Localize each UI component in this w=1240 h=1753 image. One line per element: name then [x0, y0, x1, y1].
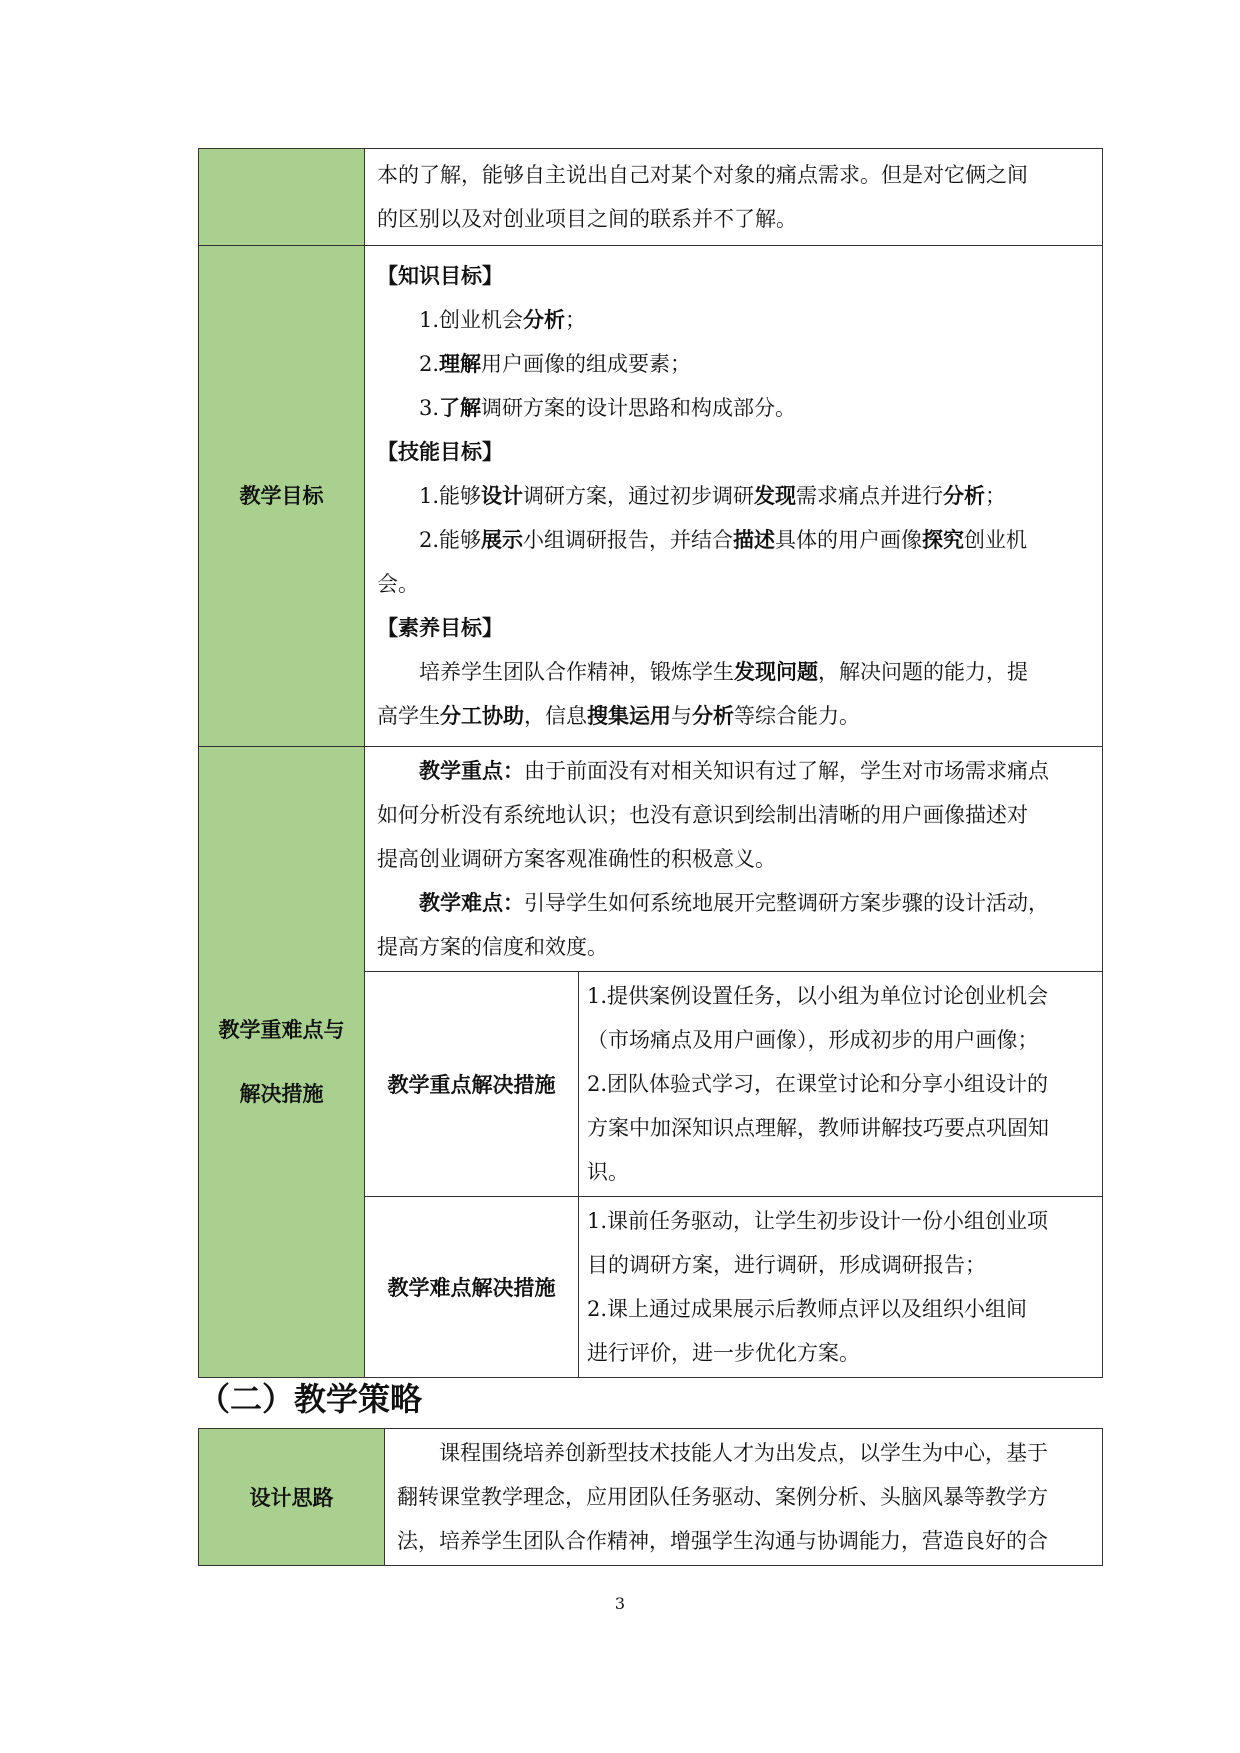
design-content [385, 1429, 1103, 1566]
design-line: 翻转课堂教学理念，应用团队任务驱动、案例分析、头脑风暴等教学方 [397, 1485, 1048, 1509]
measure-line: 2.团队体验式学习，在课堂讨论和分享小组设计的 [587, 1072, 1049, 1096]
continuation-label-cell [199, 149, 365, 246]
continuation-text-cell [365, 149, 1103, 246]
keypoints-row [199, 747, 1103, 972]
quality-line-1: 培养学生团队合作精神，锻炼学生发现问题，解决问题的能力，提 [419, 660, 1028, 684]
keypoints-content [365, 747, 1103, 972]
measure-line: 目的调研方案，进行调研，形成调研报告； [587, 1253, 986, 1277]
measure-line: 1.课前任务驱动，让学生初步设计一份小组创业项 [587, 1209, 1049, 1233]
keypoints-label: 教学重难点与 解决措施 [199, 747, 365, 1378]
continuation-line: 本的了解，能够自主说出自己对某个对象的痛点需求。但是对它俩之间 [377, 163, 1028, 187]
measure-line: 1.提供案例设置任务，以小组为单位讨论创业机会 [587, 984, 1049, 1008]
goals-content [365, 246, 1103, 747]
continuation-line: 的区别以及对创业项目之间的联系并不了解。 [377, 207, 797, 231]
skill-item-2: 2.能够展示小组调研报告，并结合描述具体的用户画像探究创业机 [419, 528, 1028, 552]
difficulty-line-1: 教学难点：引导学生如何系统地展开完整调研方案步骤的设计活动， [419, 891, 1049, 915]
measure-line: 进行评价，进一步优化方案。 [587, 1341, 860, 1365]
measure-line: 2.课上通过成果展示后教师点评以及组织小组间 [587, 1297, 1028, 1321]
skill-item-1: 1.能够设计调研方案，通过初步调研发现需求痛点并进行分析； [419, 484, 1007, 508]
strategy-table [198, 1428, 1103, 1566]
difficulty-line-2: 提高方案的信度和效度。 [377, 935, 608, 959]
focus-line-2: 如何分析没有系统地认识；也没有意识到绘制出清晰的用户画像描述对 [377, 803, 1028, 827]
design-line: 法，培养学生团队合作精神，增强学生沟通与协调能力，营造良好的合 [397, 1529, 1048, 1553]
design-line: 课程围绕培养创新型技术技能人才为出发点，以学生为中心，基于 [439, 1441, 1048, 1465]
measure-line: 方案中加深知识点理解，教师讲解技巧要点巩固知 [587, 1116, 1049, 1140]
continuation-row [199, 149, 1103, 246]
page-number: 3 [614, 1594, 626, 1613]
goals-row [199, 246, 1103, 747]
goals-label: 教学目标 [199, 246, 365, 747]
focus-measures-content [579, 972, 1103, 1197]
design-label: 设计思路 [199, 1429, 385, 1566]
difficulty-measures-content [579, 1197, 1103, 1378]
objectives-table [198, 148, 1103, 1378]
knowledge-item-2: 2.理解用户画像的组成要素； [419, 352, 692, 376]
knowledge-title: 【知识目标】 [377, 264, 503, 288]
knowledge-item-3: 3.了解调研方案的设计思路和构成部分。 [419, 396, 797, 420]
focus-measures-label: 教学重点解决措施 [365, 972, 579, 1197]
measure-line: 识。 [587, 1160, 629, 1184]
design-row [199, 1429, 1103, 1566]
knowledge-item-1: 1.创业机会分析； [419, 308, 587, 332]
quality-line-2: 高学生分工协助，信息搜集运用与分析等综合能力。 [377, 704, 860, 728]
focus-line-1: 教学重点：由于前面没有对相关知识有过了解，学生对市场需求痛点 [419, 759, 1049, 783]
difficulty-measures-label: 教学难点解决措施 [365, 1197, 579, 1378]
skill-title: 【技能目标】 [377, 440, 503, 464]
section-heading: （二）教学策略 [198, 1380, 423, 1418]
measure-line: （市场痛点及用户画像），形成初步的用户画像； [587, 1028, 1039, 1052]
quality-title: 【素养目标】 [377, 616, 503, 640]
focus-line-3: 提高创业调研方案客观准确性的积极意义。 [377, 847, 776, 871]
skill-item-2-wrap: 会。 [377, 572, 419, 596]
